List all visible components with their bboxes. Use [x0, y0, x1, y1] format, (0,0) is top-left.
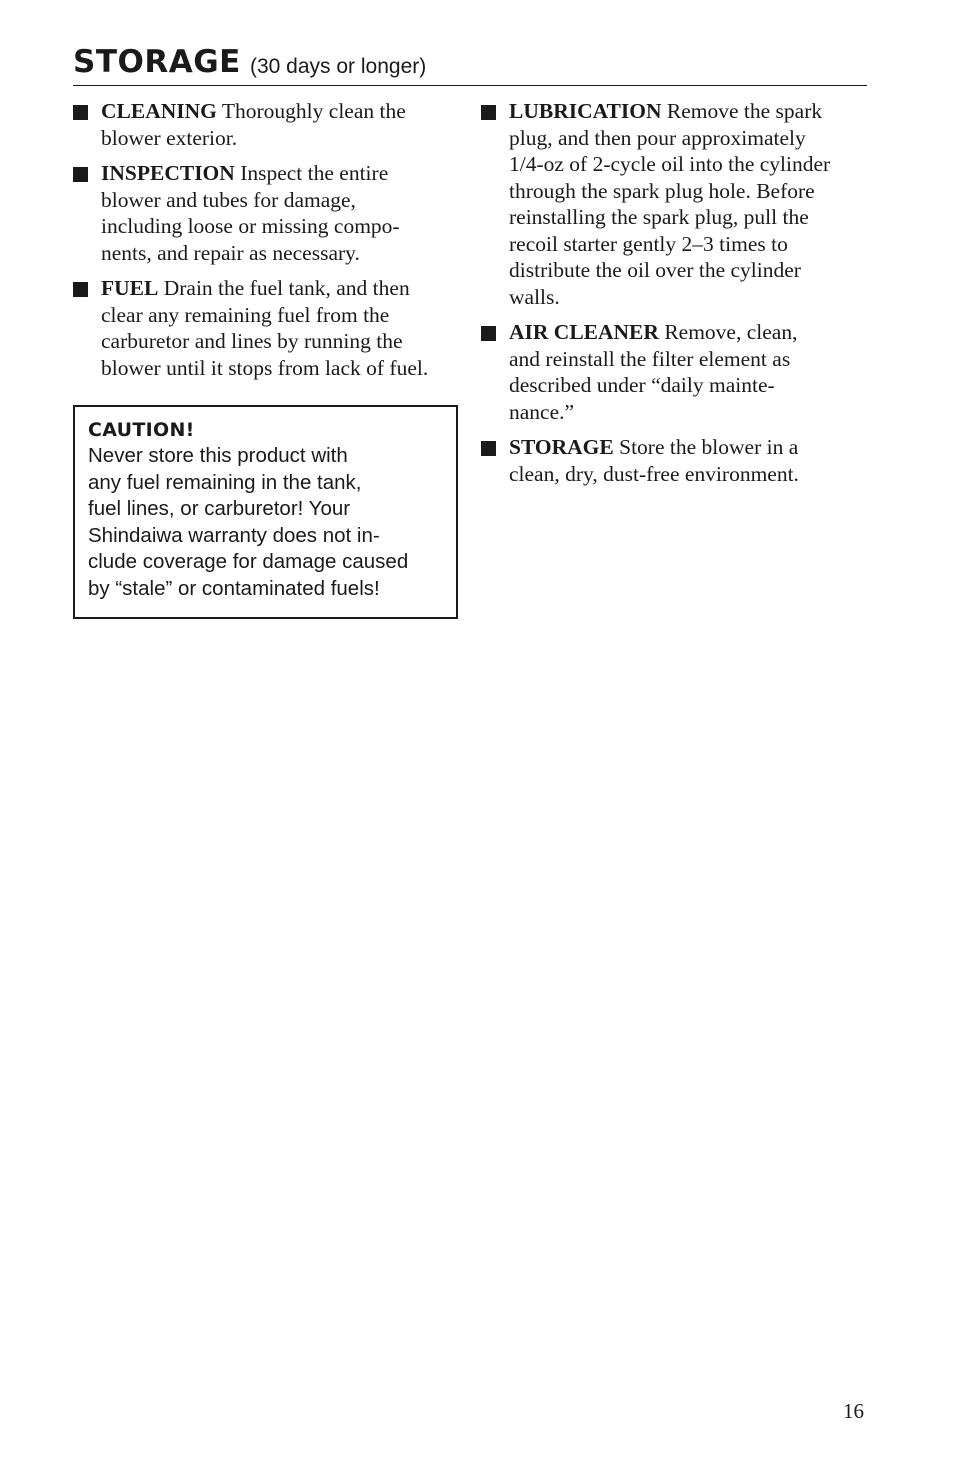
- caution-title: CAUTION!: [88, 419, 195, 441]
- bullet-item-inspection: [73, 160, 465, 266]
- bullet-line: walls.: [509, 284, 560, 309]
- bullet-line: and reinstall the filter element as: [509, 346, 791, 371]
- bullet-line: recoil starter gently 2–3 times to: [509, 231, 788, 256]
- caution-line: by “stale” or contaminated fuels!: [88, 576, 380, 600]
- bullet-text: Thoroughly clean the: [221, 99, 406, 123]
- bullet-line: including loose or missing compo-: [101, 214, 400, 238]
- bullet-line: blower exterior.: [101, 125, 238, 150]
- bullet-line: through the spark plug hole. Before: [509, 178, 815, 203]
- section-title: STORAGE: [73, 44, 241, 80]
- right-column: [481, 98, 871, 496]
- bullet-line: [509, 98, 871, 125]
- bullet-line: nance.”: [509, 399, 575, 424]
- bullet-line: [509, 434, 871, 461]
- square-bullet-icon: [481, 441, 496, 456]
- bullet-line: nents, and repair as necessary.: [101, 240, 360, 265]
- caution-line: Shindaiwa warranty does not in-: [88, 523, 380, 547]
- bullet-line: clean, dry, dust-free environment.: [509, 461, 799, 486]
- page-number: 16: [843, 1399, 864, 1423]
- square-bullet-icon: [73, 282, 88, 297]
- caution-box: [73, 405, 458, 619]
- section-subtitle: (30 days or longer): [250, 55, 427, 78]
- bullet-text: Drain the fuel tank, and then: [163, 276, 410, 300]
- bullet-item-lubrication: [481, 98, 871, 310]
- bullet-line: plug, and then pour approximately: [509, 125, 806, 150]
- bullet-label: CLEANING: [101, 99, 217, 123]
- caution-line: any fuel remaining in the tank,: [88, 470, 362, 494]
- bullet-label: STORAGE: [509, 435, 614, 459]
- bullet-label: LUBRICATION: [509, 99, 662, 123]
- caution-body: [88, 443, 446, 602]
- bullet-line: reinstalling the spark plug, pull the: [509, 205, 809, 229]
- bullet-label: FUEL: [101, 276, 159, 300]
- bullet-line: [101, 98, 465, 125]
- bullet-line: [509, 319, 871, 346]
- bullet-label: AIR CLEANER: [509, 320, 659, 344]
- bullet-item-storage: [481, 434, 871, 487]
- square-bullet-icon: [73, 167, 88, 182]
- bullet-text: Store the blower in a: [619, 435, 799, 459]
- bullet-label: INSPECTION: [101, 161, 235, 185]
- bullet-line: [101, 275, 465, 302]
- bullet-text: Inspect the entire: [240, 161, 389, 185]
- bullet-text: Remove the spark: [666, 99, 823, 123]
- bullet-line: described under “daily mainte-: [509, 373, 775, 397]
- bullet-item-air-cleaner: [481, 319, 871, 425]
- bullet-line: 1/4-oz of 2-cycle oil into the cylinder: [509, 152, 831, 176]
- bullet-line: blower and tubes for damage,: [101, 187, 356, 212]
- square-bullet-icon: [73, 105, 88, 120]
- square-bullet-icon: [481, 326, 496, 341]
- caution-line: fuel lines, or carburetor! Your: [88, 497, 351, 520]
- bullet-line: blower until it stops from lack of fuel.: [101, 355, 429, 380]
- caution-line: clude coverage for damage caused: [88, 550, 409, 573]
- bullet-item-fuel: [73, 275, 465, 381]
- bullet-line: carburetor and lines by running the: [101, 329, 403, 353]
- section-header: [73, 42, 867, 86]
- bullet-text: Remove, clean,: [664, 320, 798, 344]
- caution-line: Never store this product with: [88, 444, 348, 467]
- bullet-item-cleaning: [73, 98, 465, 151]
- square-bullet-icon: [481, 105, 496, 120]
- bullet-line: [101, 160, 465, 187]
- bullet-line: distribute the oil over the cylinder: [509, 258, 801, 282]
- left-column: [73, 98, 465, 390]
- bullet-line: clear any remaining fuel from the: [101, 302, 390, 327]
